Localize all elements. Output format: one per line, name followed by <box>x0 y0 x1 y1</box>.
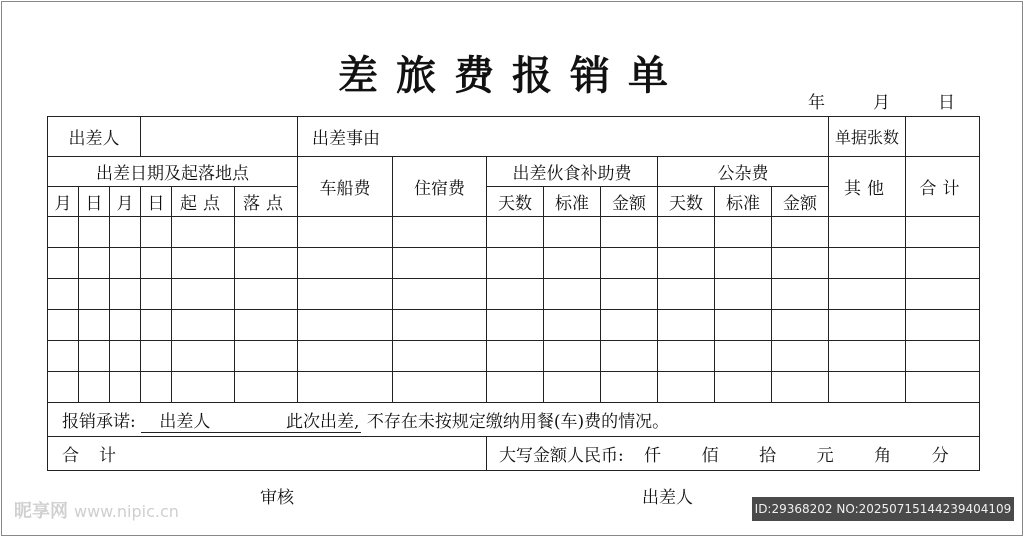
entry-cell[interactable] <box>658 310 715 341</box>
public-amount-header: 金额 <box>772 187 829 217</box>
entry-cell[interactable] <box>110 248 141 279</box>
entry-cell[interactable] <box>393 248 487 279</box>
entry-cell[interactable] <box>487 217 544 248</box>
entry-cell[interactable] <box>715 279 772 310</box>
date-place-header: 出差日期及起落地点 <box>48 157 298 187</box>
meal-amount-header: 金额 <box>601 187 658 217</box>
entry-cell[interactable] <box>487 279 544 310</box>
entry-cell[interactable] <box>298 248 393 279</box>
entry-cell[interactable] <box>48 372 79 403</box>
meal-allowance-header: 出差伙食补助费 <box>487 157 658 187</box>
watermark-url: www.nipic.cn <box>74 502 179 521</box>
entry-cell[interactable] <box>544 341 601 372</box>
entry-cell[interactable] <box>235 372 298 403</box>
entry-cell[interactable] <box>544 372 601 403</box>
entry-cell[interactable] <box>393 341 487 372</box>
unit-ten: 拾 <box>759 446 777 466</box>
entry-cell[interactable] <box>172 310 235 341</box>
date-year-label: 年 <box>808 93 825 113</box>
entry-cell[interactable] <box>172 341 235 372</box>
entry-cell[interactable] <box>298 372 393 403</box>
receipts-count-value[interactable] <box>906 117 980 157</box>
entry-cell[interactable] <box>79 341 110 372</box>
entry-cell[interactable] <box>715 310 772 341</box>
entry-cell[interactable] <box>487 248 544 279</box>
entry-cell[interactable] <box>141 248 172 279</box>
entry-cell[interactable] <box>715 217 772 248</box>
lodging-header: 住宿费 <box>393 157 487 217</box>
commitment-cell <box>48 403 980 437</box>
unit-yuan: 元 <box>816 446 834 466</box>
entry-cell[interactable] <box>110 341 141 372</box>
entry-cell[interactable] <box>829 310 906 341</box>
entry-cell[interactable] <box>172 372 235 403</box>
entry-cell[interactable] <box>48 248 79 279</box>
meal-days-header: 天数 <box>487 187 544 217</box>
entry-row <box>48 217 980 248</box>
entry-cell[interactable] <box>235 279 298 310</box>
entry-cell[interactable] <box>601 372 658 403</box>
entry-cell[interactable] <box>658 279 715 310</box>
entry-cell[interactable] <box>772 341 829 372</box>
public-days-header: 天数 <box>658 187 715 217</box>
unit-fen: 分 <box>931 446 949 466</box>
entry-cell[interactable] <box>487 372 544 403</box>
entry-cell[interactable] <box>906 310 980 341</box>
entry-row <box>48 372 980 403</box>
review-signature-label: 审核 <box>260 488 294 508</box>
entry-cell[interactable] <box>48 341 79 372</box>
entry-cell[interactable] <box>658 341 715 372</box>
entry-cell[interactable] <box>79 217 110 248</box>
entry-cell[interactable] <box>172 248 235 279</box>
entry-cell[interactable] <box>487 310 544 341</box>
entry-cell[interactable] <box>715 248 772 279</box>
entry-cell[interactable] <box>715 372 772 403</box>
entry-cell[interactable] <box>79 248 110 279</box>
unit-jiao: 角 <box>874 446 892 466</box>
entry-cell[interactable] <box>141 217 172 248</box>
entry-cell[interactable] <box>48 310 79 341</box>
entry-cell[interactable] <box>298 341 393 372</box>
entry-cell[interactable] <box>906 248 980 279</box>
entry-cell[interactable] <box>110 279 141 310</box>
entry-cell[interactable] <box>141 310 172 341</box>
rmb-units <box>624 441 969 466</box>
entry-cell[interactable] <box>141 279 172 310</box>
entry-cell[interactable] <box>141 372 172 403</box>
entry-cell[interactable] <box>298 310 393 341</box>
entry-cell[interactable] <box>110 217 141 248</box>
entry-cell[interactable] <box>772 248 829 279</box>
entry-cell[interactable] <box>829 248 906 279</box>
entry-cell[interactable] <box>829 217 906 248</box>
transport-header: 车船费 <box>298 157 393 217</box>
entry-row <box>48 248 980 279</box>
entry-cell[interactable] <box>235 341 298 372</box>
entry-cell[interactable] <box>235 217 298 248</box>
entry-cell[interactable] <box>393 372 487 403</box>
month-header: 月 <box>48 187 79 217</box>
watermark-id-badge: ID:29368202 NO:20250715144239404109 <box>752 497 1014 521</box>
entry-cell[interactable] <box>544 310 601 341</box>
meal-standard-header: 标准 <box>544 187 601 217</box>
commitment-text-a: 此次出差, <box>286 412 360 432</box>
day-header: 日 <box>79 187 110 217</box>
watermark-logo <box>14 497 179 523</box>
entry-cell[interactable] <box>772 279 829 310</box>
commitment-row <box>48 403 980 437</box>
column-header-row-1 <box>48 157 980 187</box>
other-header: 其他 <box>829 157 906 217</box>
entry-cell[interactable] <box>79 310 110 341</box>
entry-row <box>48 310 980 341</box>
trip-reason-label: 出差事由 <box>312 129 381 149</box>
total-row <box>48 437 980 471</box>
expense-form-table <box>47 116 980 471</box>
entry-cell[interactable] <box>658 372 715 403</box>
public-standard-header: 标准 <box>715 187 772 217</box>
entry-row <box>48 341 980 372</box>
entry-cell[interactable] <box>235 248 298 279</box>
entry-cell[interactable] <box>79 372 110 403</box>
entry-cell[interactable] <box>772 372 829 403</box>
trip-reason-cell[interactable] <box>298 117 829 157</box>
month-header: 月 <box>110 187 141 217</box>
entry-cell[interactable] <box>906 217 980 248</box>
entry-cell[interactable] <box>906 372 980 403</box>
total-header: 合计 <box>906 157 980 217</box>
traveler-value[interactable] <box>141 117 298 157</box>
receipts-count-label: 单据张数 <box>829 117 906 157</box>
entry-cell[interactable] <box>829 341 906 372</box>
unit-hundred: 佰 <box>701 446 719 466</box>
entry-cell[interactable] <box>601 248 658 279</box>
entry-cell[interactable] <box>906 279 980 310</box>
entry-cell[interactable] <box>544 248 601 279</box>
rmb-label: 大写金额人民币: <box>499 446 624 466</box>
entry-cell[interactable] <box>601 341 658 372</box>
rmb-amount-line <box>487 441 979 466</box>
commitment-label: 报销承诺: <box>62 412 136 432</box>
entry-cell[interactable] <box>544 217 601 248</box>
form-title: 差旅费报销单 <box>338 52 686 99</box>
entry-cell[interactable] <box>658 217 715 248</box>
entry-cell[interactable] <box>906 341 980 372</box>
traveler-label: 出差人 <box>48 117 141 157</box>
entry-cell[interactable] <box>110 372 141 403</box>
entry-cell[interactable] <box>544 279 601 310</box>
entry-cell[interactable] <box>110 310 141 341</box>
public-fee-header: 公杂费 <box>658 157 829 187</box>
entry-cell[interactable] <box>829 372 906 403</box>
rmb-amount-cell[interactable] <box>487 437 980 471</box>
commitment-traveler: 出差人 <box>159 412 211 432</box>
entry-cell[interactable] <box>601 279 658 310</box>
from-header: 起点 <box>172 187 235 217</box>
unit-thousand: 仟 <box>644 446 662 466</box>
entry-cell[interactable] <box>393 310 487 341</box>
entry-cell[interactable] <box>172 279 235 310</box>
entry-cell[interactable] <box>487 341 544 372</box>
entry-cell[interactable] <box>393 217 487 248</box>
commitment-signature-line[interactable] <box>141 412 361 433</box>
date-day-label: 日 <box>938 93 955 113</box>
entry-cell[interactable] <box>298 279 393 310</box>
total-label: 合计 <box>48 437 487 471</box>
commitment-text-b: 不存在未按规定缴纳用餐(车)费的情况。 <box>366 412 670 432</box>
entry-cell[interactable] <box>141 341 172 372</box>
entry-cell[interactable] <box>172 217 235 248</box>
traveler-signature-label: 出差人 <box>642 488 693 508</box>
entry-cell[interactable] <box>658 248 715 279</box>
header-row <box>48 117 980 157</box>
entry-cell[interactable] <box>48 279 79 310</box>
entry-cell[interactable] <box>601 217 658 248</box>
entry-cell[interactable] <box>79 279 110 310</box>
watermark-brand: 昵享网 <box>14 501 68 522</box>
to-header: 落点 <box>235 187 298 217</box>
day-header: 日 <box>141 187 172 217</box>
entry-cell[interactable] <box>829 279 906 310</box>
entry-cell[interactable] <box>393 279 487 310</box>
entry-cell[interactable] <box>298 217 393 248</box>
entry-cell[interactable] <box>772 217 829 248</box>
entry-cell[interactable] <box>715 341 772 372</box>
entry-cell[interactable] <box>601 310 658 341</box>
entry-cell[interactable] <box>772 310 829 341</box>
entry-cell[interactable] <box>235 310 298 341</box>
entry-cell[interactable] <box>48 217 79 248</box>
entry-row <box>48 279 980 310</box>
date-month-label: 月 <box>873 93 890 113</box>
